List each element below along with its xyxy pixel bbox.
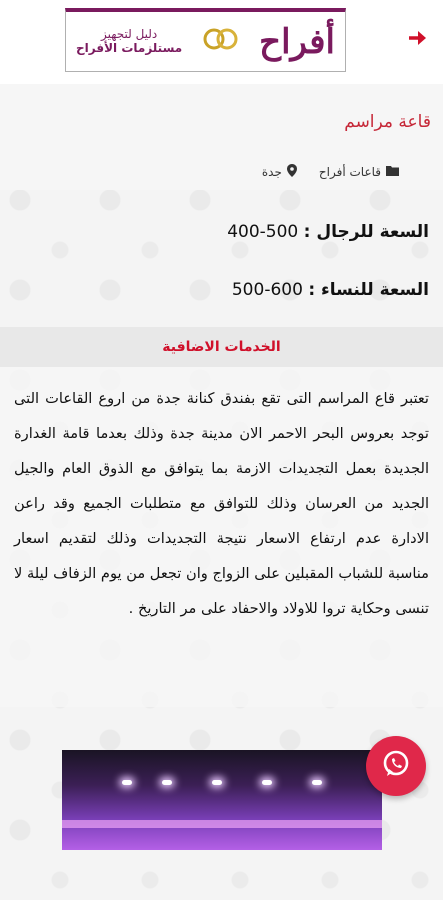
- ceiling-light: [212, 780, 222, 785]
- listing-city-label: جدة: [261, 165, 282, 179]
- whatsapp-button[interactable]: [366, 736, 426, 796]
- hall-photo[interactable]: [62, 750, 382, 850]
- capacity-women-label: السعة للنساء :: [308, 280, 429, 300]
- description-section: [0, 367, 443, 707]
- page-title: قاعة مراسم: [344, 112, 431, 132]
- listing-category[interactable]: [319, 164, 399, 180]
- capacity-men-value: 500-400: [227, 222, 299, 242]
- capacity-women: [232, 280, 429, 300]
- capacity-women-value: 600-500: [231, 280, 303, 300]
- hall-description: تعتبر قاع المراسم التى تقع بفندق كنانة جدة من اروع القاعات التى توجد بعروس البحر الاحمر الان مدينة جدة وذلك بعدما قامة الغدارة الجديدة بعمل التجديدات الازمة بما يتوافق مع الذوق العام والجيل الجديد من العرسان وذلك للتوافق مع متطلبات الجميع وقد راعن الادارة عدم ارتفاع الاسعار نتيجة التجديدات وذلك لتقديم اسعار مناسبة للشباب المقبلين على الزواج وان تجعل من يوم الزفاف ليلة لا تنسى وحكاية تروا للاولاد والاحفاد على مر التاريخ .: [14, 390, 429, 617]
- light-beam: [62, 820, 382, 828]
- logo-tagline: [76, 28, 182, 56]
- capacity-men-label: السعة للرجال :: [303, 222, 429, 242]
- map-pin-icon: [287, 164, 297, 180]
- arrow-right-icon[interactable]: [407, 28, 429, 53]
- whatsapp-icon: [381, 749, 411, 783]
- rings-icon: [199, 27, 243, 57]
- folder-icon: [386, 165, 399, 179]
- listing-meta: [262, 164, 399, 180]
- logo[interactable]: [65, 8, 346, 72]
- logo-tagline-line2: مستلزمات الأفراح: [76, 40, 183, 55]
- ceiling-light: [122, 780, 132, 785]
- ceiling-light: [312, 780, 322, 785]
- ceiling-light: [262, 780, 272, 785]
- app-header: [0, 0, 443, 84]
- logo-brand: أفراح: [259, 21, 335, 62]
- listing-header: [0, 84, 443, 190]
- capacity-men: [227, 222, 429, 242]
- listing-city[interactable]: [262, 164, 297, 180]
- listing-category-label: قاعات أفراح: [318, 165, 381, 179]
- logo-tagline-line1: دليل لتجهيز: [100, 26, 158, 41]
- services-header: الخدمات الاضافية: [0, 327, 443, 367]
- ceiling-light: [162, 780, 172, 785]
